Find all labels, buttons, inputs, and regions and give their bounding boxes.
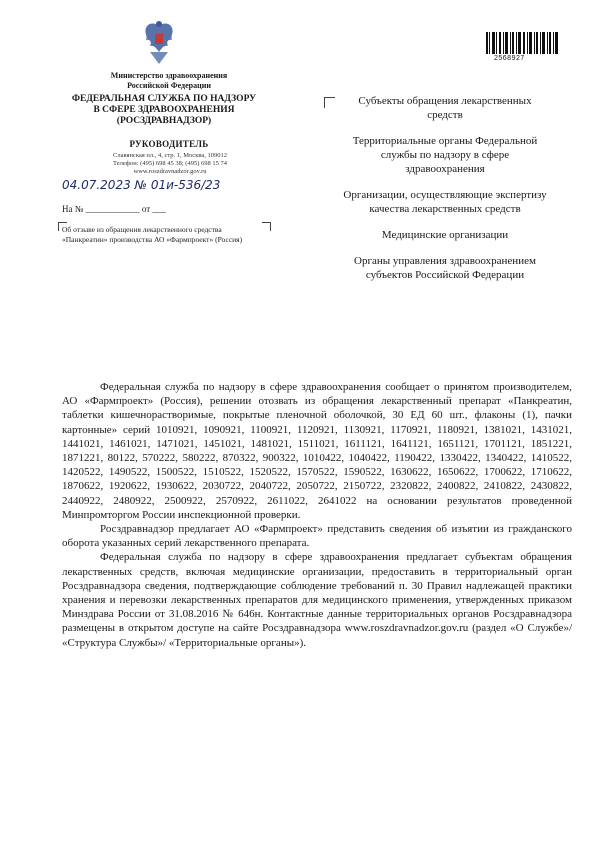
ministry-line-2: Российской Федерации xyxy=(127,81,211,90)
recipients-list xyxy=(340,94,550,294)
coat-of-arms-icon xyxy=(140,20,178,66)
barcode-icon xyxy=(486,32,558,54)
reference-line: На № ____________ от ___ xyxy=(62,204,166,214)
body-paragraph-3: Федеральная служба по надзору в сфере здравоохранения предлагает субъектам обращения лекарственных средств, включая медицинские организации, предоставить в территориальный орган Росздравнадзора сведения, подтверждающие соблюдение требований п. 30 Правил надлежащей практики хранения и перевозки лекарственных препаратов для медицинского применения, утвержденных приказом Минздрава России от 31.08.2016 № 646н. Контактные данные территориальных органов Росздравнадзора размещены в открытом доступе на сайте Росздравнадзора www.roszdravnadzor.gov.ru (раздел «О Службе»/ «Структура Службы»/ «Территориальные органы»). xyxy=(62,551,572,649)
head-title: РУКОВОДИТЕЛЬ xyxy=(129,139,209,149)
agency-line-2: В СФЕРЕ ЗДРАВООХРАНЕНИЯ xyxy=(93,105,235,115)
recipient-item: Территориальные органы Федеральной службы по надзору в сфере здравоохранения xyxy=(352,135,538,175)
agency-name xyxy=(55,94,273,127)
letter-subject: Об отзыве из обращения лекарственного средства «Панкреатин» производства АО «Фармпроект» (Россия) xyxy=(62,225,243,244)
ministry-name xyxy=(80,71,258,91)
agency-line-3: (РОСЗДРАВНАДЗОР) xyxy=(116,116,212,126)
address-line-2: Телефон: (495) 698 45 38; (495) 698 15 74 xyxy=(112,160,228,167)
recipients-corner xyxy=(324,97,335,108)
barcode-number: 2568927 xyxy=(494,55,525,62)
ministry-line-1: Министерство здравоохранения xyxy=(110,71,228,80)
letter-body xyxy=(62,380,572,650)
subject-corner-right xyxy=(262,222,271,231)
agency-address xyxy=(70,152,270,176)
recipient-item: Медицинские организации xyxy=(381,229,509,241)
body-paragraph-1: Федеральная служба по надзору в сфере здравоохранения сообщает о принятом производителем, АО «Фармпроект» (Россия), решении отозвать из обращения лекарственный препарат «Панкреатин, таблетки кишечнорастворимые, покрытые пленочной оболочкой, 30 ЕД 60 шт., флаконы (1), пачки картонные» серий 1010921, 1090921, 1100921, 1120921, 1130921, 1170921, 1180921, 1381021, 1431021, 1441021, 1461021, 1471021, 1451021, 1481021, 1511021, 1611121, 1641121, 1651121, 1701121, 1851221, 1871221, 80122, 570222, 580222, 870322, 900322, 1010422, 1040422, 1190422, 1330422, 1340422, 1410522, 1420522, 1490522, 1500522, 1510522, 1520522, 1570522, 1590522, 1630622, 1650622, 1700622, 1710622, 1870622, 1920622, 1930622, 2030722, 2040722, 2050722, 2150722, 2320822, 2400822, 2410822, 2430822, 2440922, 2480922, 2500922, 2570922, 2611022, 2641022 на основании результатов проведенной Минпромторгом России инспекционной проверки. xyxy=(62,381,572,521)
body-paragraph-2: Росздравнадзор предлагает АО «Фармпроект» представить сведения об изъятии из гражданского оборота указанных серий лекарственного препарата. xyxy=(62,523,572,550)
recipient-item: Органы управления здравоохранением субъектов Российской Федерации xyxy=(354,255,536,281)
agency-line-1: ФЕДЕРАЛЬНАЯ СЛУЖБА ПО НАДЗОРУ xyxy=(71,94,257,104)
recipient-item: Субъекты обращения лекарственных средств xyxy=(358,95,532,121)
recipient-item: Организации, осуществляющие экспертизу качества лекарственных средств xyxy=(343,189,547,215)
registration-date-number: 04.07.2023 № 01и-536/23 xyxy=(62,178,221,192)
address-line-1: Славянская пл., 4, стр. 1, Москва, 109012 xyxy=(113,152,227,159)
address-line-3: www.roszdravnadzor.gov.ru xyxy=(133,168,207,175)
